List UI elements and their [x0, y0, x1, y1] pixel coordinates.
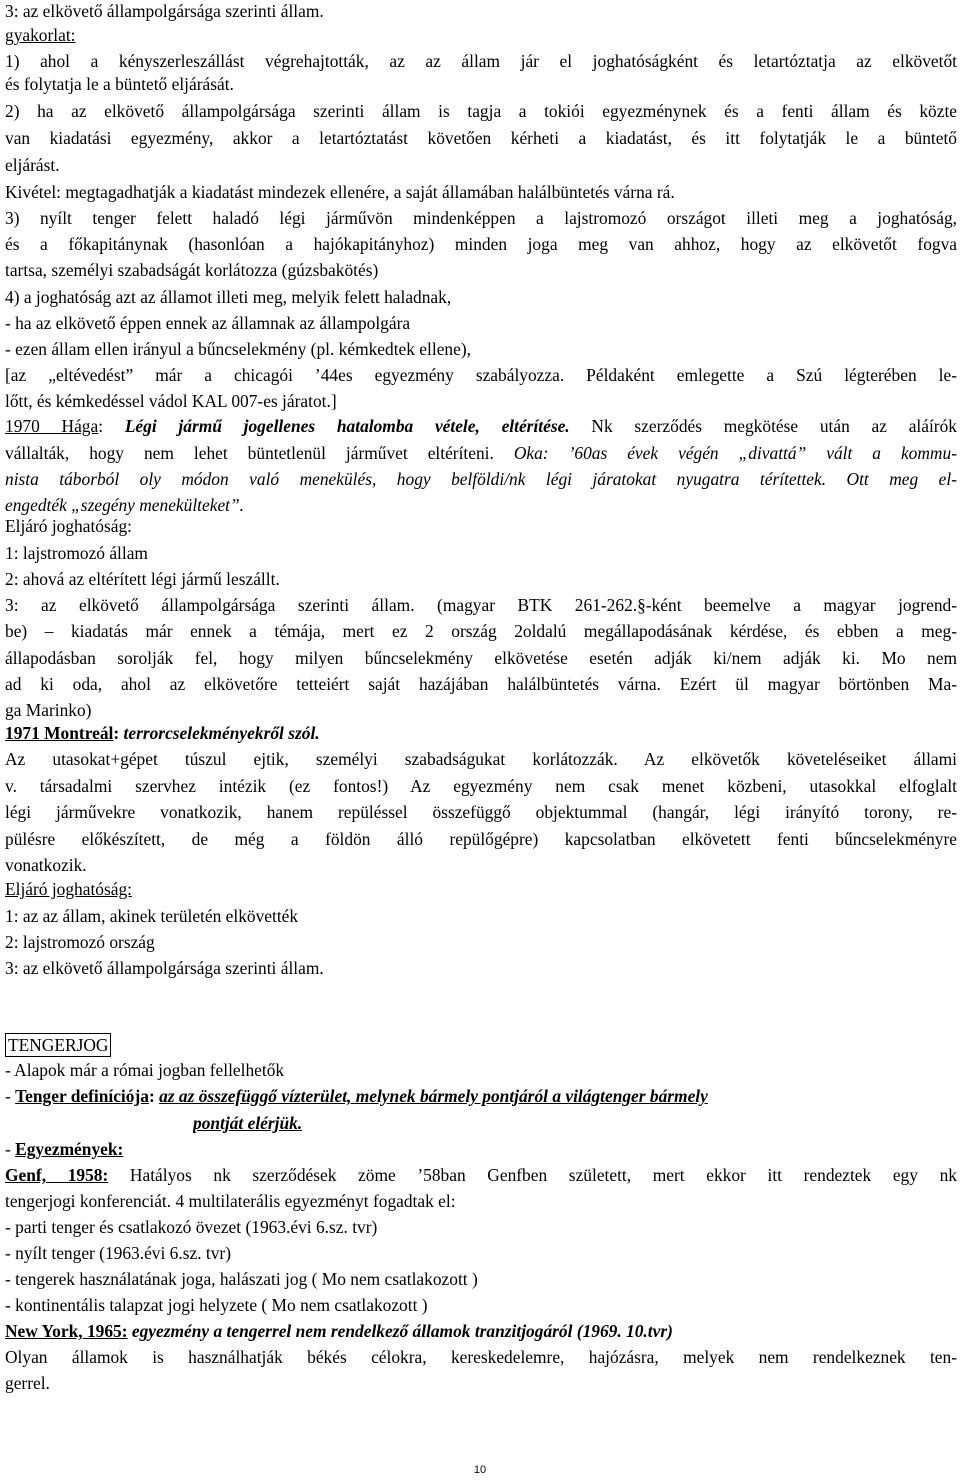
text-line: 3: az elkövető állampolgársága szerinti állam.: [5, 1, 324, 21]
text-line: vonatkozik.: [5, 855, 87, 875]
text-line: ad ki oda, ahol az elkövetőre tetteiért saját hazájában halálbüntetés várna. Ezért ül magyar börtönben Ma-: [5, 674, 957, 694]
text-line: 1) ahol a kényszerleszállást végrehajtották, az az állam jár el joghatóságként és letartóztatja az elkövetőt: [5, 51, 957, 71]
text-line: gerrel.: [5, 1373, 50, 1393]
montreal-heading-colon: :: [113, 723, 120, 743]
text-line: 2) ha az elkövető állampolgársága szerinti állam is tagja a tokiói egyezménynek és a fenti állam és közte: [5, 101, 957, 121]
hague-text: Nk szerződés megkötése után az aláírók: [591, 416, 957, 436]
text-line: tartsa, személyi szabadságát korlátozza (gúzsbakötés): [5, 260, 379, 280]
new-york-title: egyezmény a tengerrel nem rendelkező államok tranzitjogáról (1969. 10.tvr): [131, 1321, 673, 1341]
list-item: 3: az elkövető állampolgársága szerinti állam. (magyar BTK 261-262.§-ként beemelve a magyar jogrend-: [5, 595, 957, 615]
treaties-heading-line: [5, 1136, 957, 1162]
sea-title: TENGERJOG: [5, 1033, 111, 1057]
text-line: 3) nyílt tenger felett haladó légi járművön mindenképpen a lajstromozó országot illeti meg a joghatóság,: [5, 208, 957, 228]
text-line: és folytatja le a büntető eljárását.: [5, 74, 234, 94]
text-line: Az utasokat+gépet túszul ejtik, személyi szabadságukat korlátozzák. Az elkövetők követeléseiket állami: [5, 749, 957, 769]
text-line: v. társadalmi szervhez intézik (ez fontos!) Az egyezmény nem csak menet közbeni, utasokkal elfoglalt: [5, 776, 957, 796]
text-line: - ha az elkövető éppen ennek az államnak az állampolgára: [5, 313, 411, 333]
list-item: 1: lajstromozó állam: [5, 543, 148, 563]
sea-definition-line: [5, 1083, 957, 1109]
new-york-label: New York, 1965:: [5, 1321, 128, 1341]
list-item: - nyílt tenger (1963.évi 6.sz. tvr): [5, 1243, 232, 1263]
geneva-label: Genf, 1958:: [5, 1165, 109, 1185]
list-item: - tengerek használatának joga, halászati jog ( Mo nem csatlakozott ): [5, 1269, 478, 1289]
text-line: eljárást.: [5, 155, 60, 175]
hague-heading-year: 1970 Hága: [5, 416, 99, 436]
text-line: van kiadatási egyezmény, akkor a letartóztatást követően kérheti a kiadatást, és itt folytatják le a büntető: [5, 128, 957, 148]
text-line: és a főkapitánynak (hasonlóan a hajókapitányhoz) minden joga meg van ahhoz, hogy az elkövetőt fogva: [5, 234, 957, 254]
montreal-jurisdiction-label: Eljáró joghatóság:: [5, 879, 133, 899]
practice-heading: gyakorlat:: [5, 25, 76, 45]
geneva-text: Hatályos nk szerződések zöme ’58ban Genfben született, mert ekkor itt rendeztek egy nk: [129, 1165, 957, 1185]
text-line: pülésre előkészített, de még a földön álló repülőgépre) kapcsolatban elkövetett fenti bűncselekményre: [5, 829, 957, 849]
text-line: - ezen állam ellen irányul a bűncselekmény (pl. kémkedtek ellene),: [5, 339, 471, 359]
list-item: 2: lajstromozó ország: [5, 932, 155, 952]
text-line: [az „eltévedést” már a chicagói ’44es egyezmény szabályozza. Példaként emlegette a Szú légterében le-: [5, 365, 957, 385]
montreal-heading-title: terrorcselekményekről szól.: [123, 723, 320, 743]
text-line: Kivétel: megtagadhatják a kiadatást mindezek ellenére, a saját államában halálbüntetés várna rá.: [5, 182, 675, 202]
hague-heading-colon: :: [98, 416, 104, 436]
text-line: tengerjogi konferenciát. 4 multilaterális egyezményt fogadtak el:: [5, 1191, 456, 1211]
list-item: 3: az elkövető állampolgársága szerinti állam.: [5, 958, 324, 978]
page-number: 10: [473, 1464, 487, 1476]
new-york-line: [5, 1318, 957, 1344]
treaties-heading: Egyezmények:: [15, 1139, 124, 1159]
list-item: - kontinentális talapzat jogi helyzete ( Mo nem csatlakozott ): [5, 1295, 428, 1315]
text-line: - Alapok már a római jogban fellelhetők: [5, 1060, 285, 1080]
geneva-line: [5, 1162, 957, 1188]
sea-definition-label: Tenger definíciója: [15, 1086, 149, 1106]
text-line: ga Marinko): [5, 700, 92, 720]
sea-title-line: [5, 1031, 957, 1059]
montreal-heading-line: [5, 720, 957, 746]
hague-italic-line: nista táborból oly módon való menekülés, hogy belföldi/nk légi járatokat nyugatra térítettek. Ott meg el-: [5, 469, 957, 489]
dash: -: [5, 1139, 16, 1159]
hague-italic-text: Oka: ’60as évek végén „divattá” vált a kommu-: [513, 443, 957, 463]
montreal-heading-year: 1971 Montreál: [5, 723, 114, 743]
sea-definition-colon: :: [148, 1086, 155, 1106]
sea-definition-text: az az összefüggő vízterület, melynek bármely pontjáról a világtenger bármely: [159, 1086, 708, 1106]
list-item: 1: az az állam, akinek területén elkövették: [5, 906, 299, 926]
hague-italic-line: engedték „szegény menekülteket”.: [5, 495, 245, 515]
dash: -: [5, 1086, 16, 1106]
text-line: 4) a joghatóság azt az államot illeti meg, melyik felett haladnak,: [5, 287, 452, 307]
list-item: - parti tenger és csatlakozó övezet (1963.évi 6.sz. tvr): [5, 1217, 378, 1237]
hague-heading-line: [5, 413, 957, 439]
hague-text: vállalták, hogy nem lehet büntetlenül járművet eltéríteni.: [5, 443, 494, 463]
hague-heading-title: Légi jármű jogellenes hatalomba vétele, eltérítése.: [124, 416, 570, 436]
list-item: 2: ahová az eltérített légi jármű leszállt.: [5, 569, 280, 589]
hague-jurisdiction-label: Eljáró joghatóság:: [5, 516, 133, 536]
text-line: állapodásban sorolják fel, hogy milyen bűncselekmény elkövetése esetén adják ki/nem adják ki. Mo nem: [5, 648, 957, 668]
text-line: Olyan államok is használhatják békés célokra, kereskedelemre, hajózásra, melyek nem rendelkeznek ten-: [5, 1347, 957, 1367]
text-line: be) – kiadatás már ennek a témája, mert ez 2 ország 2oldalú megállapodásának kérdése, és ebben a meg-: [5, 621, 957, 641]
sea-definition-text: pontját elérjük.: [193, 1113, 303, 1133]
text-line: lőtt, és kémkedéssel vádol KAL 007-es járatot.]: [5, 391, 337, 411]
hague-text-line: [5, 440, 957, 466]
text-line: légi járművekre vonatkozik, hanem repüléssel összefüggő objektummal (hangár, légi irányító torony, re-: [5, 802, 957, 822]
